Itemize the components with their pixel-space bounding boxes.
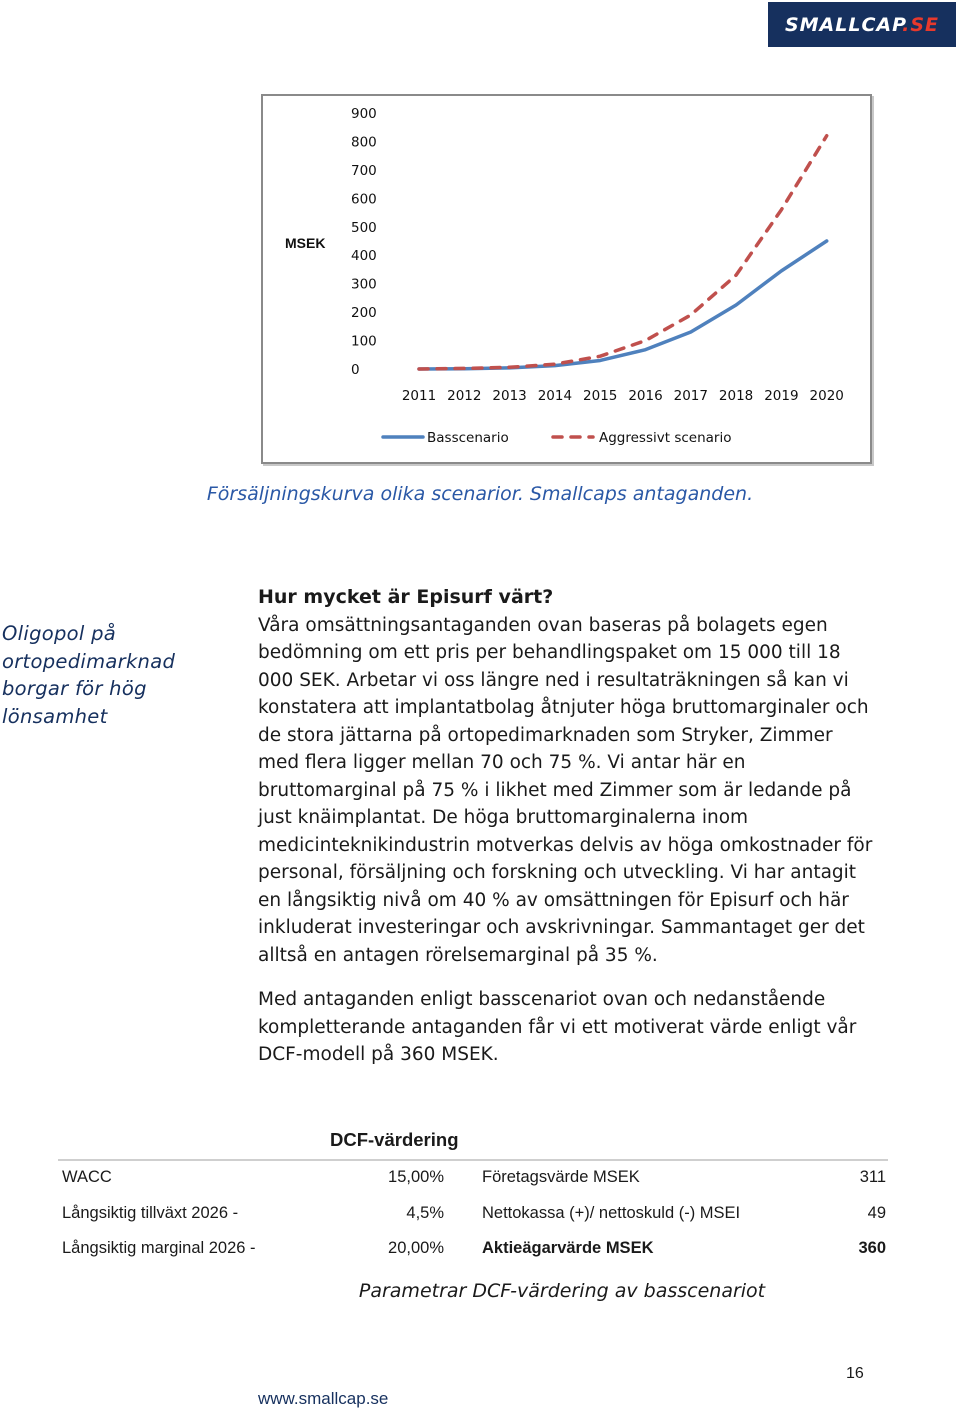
table-caption: Parametrar DCF-värdering av basscenariot (358, 1280, 766, 1302)
dcf-param-value: 15,00% (388, 1168, 444, 1186)
x-tick-label: 2012 (447, 388, 482, 404)
article-heading: Hur mycket är Episurf värt? (258, 586, 554, 608)
footer-link[interactable]: www.smallcap.se (258, 1389, 389, 1408)
dcf-result-value: 311 (859, 1168, 886, 1186)
dcf-param-value: 20,00% (388, 1239, 444, 1257)
legend-label: Basscenario (427, 430, 509, 446)
dcf-table-row (62, 1204, 888, 1228)
y-tick-label: 200 (351, 305, 377, 322)
article-body (258, 584, 878, 1069)
y-tick-label: 600 (351, 191, 377, 208)
dcf-result-label: Nettokassa (+)/ nettoskuld (-) MSEI (482, 1204, 741, 1222)
page-number: 16 (846, 1365, 864, 1382)
y-tick-label: 0 (351, 362, 360, 378)
dcf-param-label: Långsiktig tillväxt 2026 - (62, 1204, 239, 1222)
y-tick-label: 700 (351, 162, 377, 179)
x-tick-label: 2011 (401, 388, 437, 404)
sidebar-heading (2, 620, 242, 730)
dcf-result-label: Aktieägarvärde MSEK (482, 1239, 654, 1257)
x-tick-label: 2013 (492, 388, 527, 404)
y-tick-label: 500 (351, 219, 377, 236)
dcf-result-label: Företagsvärde MSEK (482, 1168, 640, 1186)
dcf-table-row (62, 1168, 888, 1192)
dcf-param-label: WACC (62, 1168, 112, 1186)
y-axis-label: MSEK (285, 235, 326, 251)
x-tick-label: 2019 (764, 388, 799, 404)
dcf-result-value: 49 (867, 1204, 886, 1222)
series-line-aggressivt (419, 136, 827, 369)
sales-chart-svg (263, 96, 870, 462)
y-tick-label: 300 (351, 276, 377, 293)
dcf-param-value: 4,5% (406, 1204, 444, 1222)
logo-text: SMALLCAP.SE (784, 13, 940, 36)
smallcap-logo (768, 2, 956, 47)
y-tick-label: 100 (351, 333, 377, 350)
sidebar-line: Oligopol på (2, 622, 117, 645)
chart-caption: Försäljningskurva olika scenarior. Smallcaps antaganden. (206, 483, 754, 505)
x-tick-label: 2018 (718, 388, 754, 404)
dcf-result-value: 360 (858, 1239, 886, 1257)
article-paragraph: Med antaganden enligt basscenariot ovan och nedanstående kompletterande antaganden får vi ett motiverat värde enligt vår DCF-modell på 360 MSEK. (258, 989, 857, 1065)
y-tick-label: 900 (351, 106, 377, 122)
dcf-table-title: DCF-värdering (330, 1129, 459, 1150)
y-tick-label: 400 (351, 248, 377, 265)
sales-chart (261, 94, 872, 464)
x-tick-label: 2016 (628, 388, 663, 404)
article-paragraph: Våra omsättningsantaganden ovan baseras på bolagets egen bedömning om ett pris per behandlingspaket om 15 000 till 18 000 SEK. Arbetar vi oss längre ned i resultaträkningen så kan vi konstatera att implantatbolag åtnjuter höga bruttomarginaler och de stora jättarna på ortopedimarknaden som Stryker, Zimmer med flera ligger mellan 70 och 75 %. Vi antar här en bruttomarginal på 75 % i likhet med Zimmer som är ledande på just knäimplantat. De höga bruttomarginalerna inom medicinteknikindustrin motverkas delvis av höga omkostnader för personal, försäljning och forskning och utveckling. Vi har antagit en långsiktig nivå om 40 % av omsättningen för Episurf och här inkluderat investeringar och avskrivningar. Sammantaget ger det alltså en antagen rörelsemarginal på 35 %. (258, 614, 873, 966)
dcf-param-label: Långsiktig marginal 2026 - (62, 1239, 256, 1257)
sidebar-line: ortopedimarknad (2, 649, 176, 673)
y-tick-label: 800 (351, 134, 377, 151)
x-tick-label: 2017 (673, 388, 708, 404)
sidebar-line: lönsamhet (2, 704, 108, 728)
dcf-table-row (62, 1239, 888, 1263)
dcf-divider (58, 1159, 888, 1161)
x-tick-label: 2015 (583, 388, 618, 404)
sidebar-line: borgar för hög (2, 677, 147, 700)
x-tick-label: 2014 (537, 388, 573, 404)
x-tick-label: 2020 (809, 388, 844, 404)
legend-label: Aggressivt scenario (599, 430, 732, 446)
